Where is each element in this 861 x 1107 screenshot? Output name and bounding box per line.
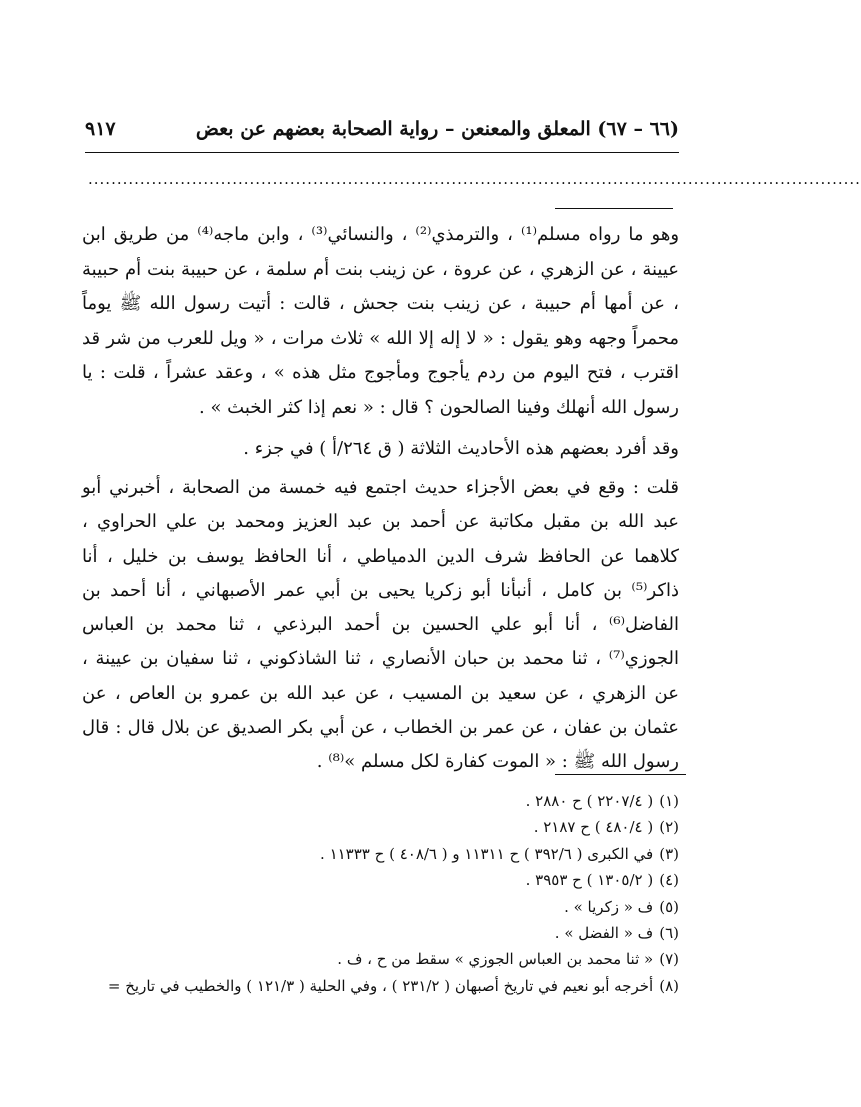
footnote-number: (٧) xyxy=(659,950,679,969)
footnote-item xyxy=(80,920,679,946)
footnote-rule xyxy=(555,774,686,775)
footnotes-list xyxy=(80,788,679,999)
footnote-item xyxy=(80,894,679,920)
footnote-text: ف « الفضل » . xyxy=(554,924,654,943)
footnote-item xyxy=(80,946,679,972)
footnote-number: (١) xyxy=(659,792,679,810)
page-number: ٩١٧ xyxy=(85,118,116,140)
footnote-number: (٦) xyxy=(659,924,679,943)
running-header xyxy=(85,118,679,140)
section-rule xyxy=(555,208,673,209)
footnote-item xyxy=(80,867,679,893)
paragraph-five-companions: قلت : وقع في بعض الأجزاء حديث اجتمع فيه خمسة من الصحابة ، أخبرني أبو عبد الله بن مقبل مكاتبة عن أحمد بن عبد العزيز ومحمد بن علي الحراوي ، كلاهما عن الحافظ شرف الدين الدمياطي ، أنا الحافظ يوسف بن خليل ، أنا ذاكر⁽⁵⁾ بن كامل ، أنبأنا أبو زكريا يحيى بن أبي عمر الأصبهاني ، أنا أحمد بن الفاضل⁽⁶⁾ ، أنا أبو علي الحسين بن أحمد البرذعي ، ثنا محمد بن العباس الجوزي⁽⁷⁾ ، ثنا محمد بن حبان الأنصاري ، ثنا الشاذكوني ، ثنا سفيان بن عيينة ، عن الزهري ، عن سعيد بن المسيب ، عن عبد الله بن عمرو بن العاص ، عن عثمان بن عفان ، عن عمر بن الخطاب ، عن أبي بكر الصديق عن بلال قال : قال رسول الله ﷺ : « الموت كفارة لكل مسلم »⁽⁸⁾ . xyxy=(82,477,679,773)
footnote-text: ( ٢٢٠٧/٤ ) ح ٢٨٨٠ . xyxy=(525,792,654,810)
footnote-item xyxy=(80,788,679,814)
footnote-number: (٨) xyxy=(659,976,679,995)
paragraph-hadith-muslim: وهو ما رواه مسلم⁽¹⁾ ، والترمذي⁽²⁾ ، والنسائي⁽³⁾ ، وابن ماجه⁽⁴⁾ من طريق ابن عيينة ، عن الزهري ، عن عروة ، عن زينب بنت أم سلمة ، عن حبيبة بنت أم حبيبة ، عن أمها أم حبيبة ، عن زينب بنت جحش ، قالت : أتيت رسول الله ﷺ يوماً محمراً وجهه وهو يقول : « لا إله إلا الله » ثلاث مرات ، « ويل للعرب من شر قد اقترب ، فتح اليوم من ردم يأجوج ومأجوج مثل هذه » ، وعقد عشراً ، قلت : يا رسول الله أنهلك وفينا الصالحون ؟ قال : « نعم إذا كثر الخبث » . xyxy=(82,224,680,418)
footnote-number: (٥) xyxy=(659,897,679,916)
header-rule xyxy=(85,152,679,153)
footnote-item xyxy=(80,973,679,999)
footnote-number: (٢) xyxy=(659,818,679,837)
footnote-number: (٤) xyxy=(659,871,679,890)
paragraph-three-hadiths: وقد أفرد بعضهم هذه الأحاديث الثلاثة ( ق ٢٦٤/أ ) في جزء . xyxy=(243,438,679,459)
footnote-number: (٣) xyxy=(659,844,679,863)
footnote-text: في الكبرى ( ٣٩٢/٦ ) ح ١١٣١١ و ( ٤٠٨/٦ ) ح ١١٣٣٣ . xyxy=(320,844,654,863)
footnote-text: ف « زكريا » . xyxy=(564,897,654,916)
header-title: (٦٦ – ٦٧) المعلق والمعنعن – رواية الصحابة بعضهم عن بعض xyxy=(195,118,679,140)
footnote-item xyxy=(80,841,679,867)
footnote-text: أخرجه أبو نعيم في تاريخ أصبهان ( ٢٣١/٢ ) ، وفي الحلية ( ١٢١/٣ ) والخطيب في تاريخ = xyxy=(107,976,654,995)
footnote-text: ( ٤٨٠/٤ ) ح ٢١٨٧ . xyxy=(533,818,654,837)
footnote-text: ( ١٣٠٥/٢ ) ح ٣٩٥٣ . xyxy=(525,871,654,890)
footnote-text: « ثنا محمد بن العباس الجوزي » سقط من ح ، ف . xyxy=(337,950,654,969)
dotted-separator: ...................................................................................................................................... xyxy=(88,170,861,188)
footnote-item xyxy=(80,814,679,840)
